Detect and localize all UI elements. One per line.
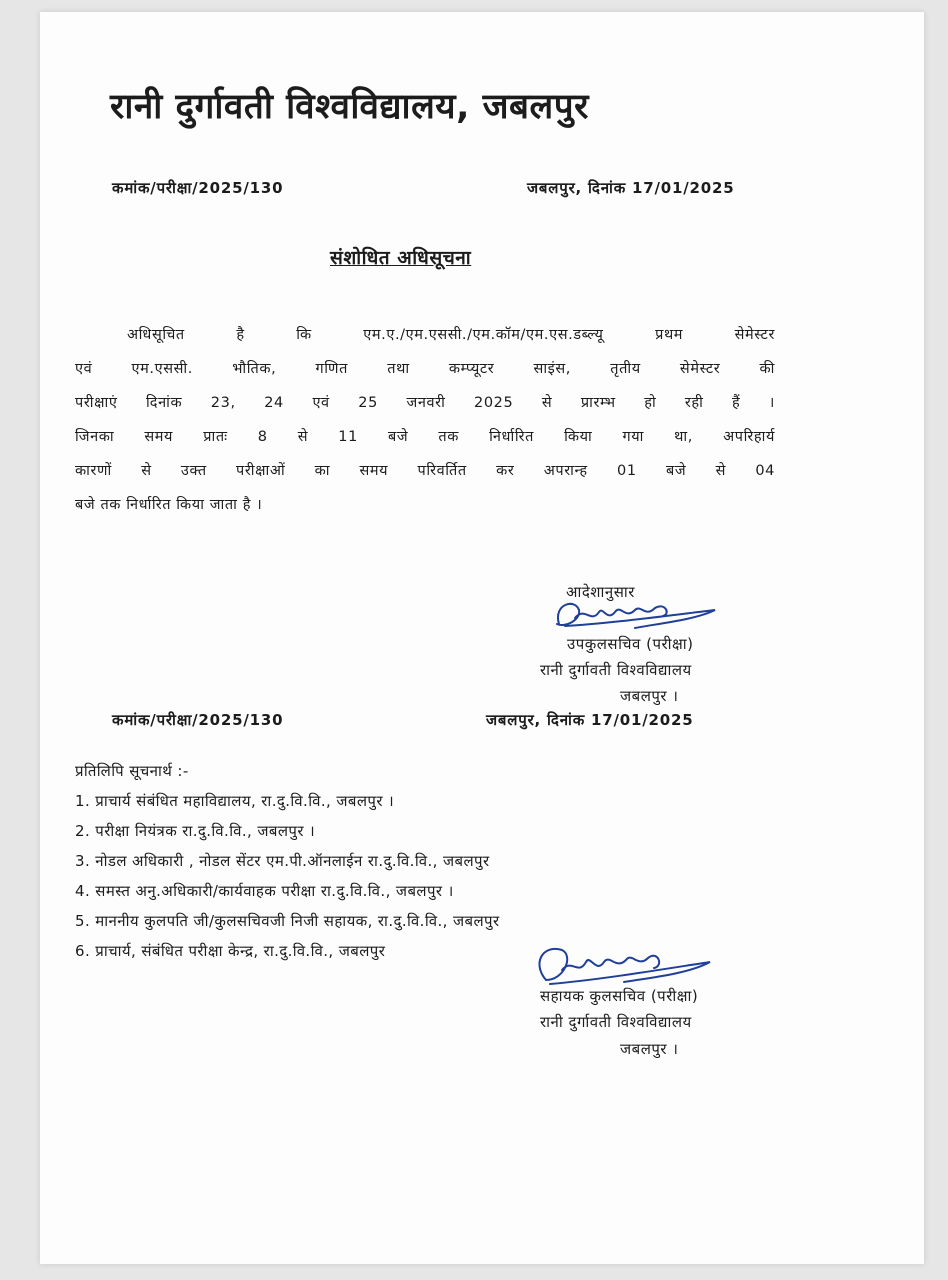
university-2: रानी दुर्गावती विश्वविद्यालय [540, 1013, 692, 1031]
reference-number: कमांक/परीक्षा/2025/130 [112, 179, 284, 197]
order-label: आदेशानुसार [566, 583, 635, 601]
copy-to-heading: प्रतिलिपि सूचनार्थ :- [75, 762, 189, 780]
university-title: रानी दुर्गावती विश्वविद्यालय, जबलपुर [110, 87, 589, 127]
reference-number-2: कमांक/परीक्षा/2025/130 [112, 711, 284, 729]
list-item: 3. नोडल अधिकारी , नोडल सेंटर एम.पी.ऑनलाईन रा.दु.वि.वि., जबलपुर [75, 852, 490, 870]
list-item: 5. माननीय कुलपति जी/कुलसचिवजी निजी सहायक, रा.दु.वि.वि., जबलपुर [75, 912, 500, 930]
notice-line: कारणों से उक्त परीक्षाओं का समय परिवर्तित कर अपरान्ह 01 बजे से 04 [75, 463, 775, 479]
notice-line: जिनका समय प्रातः 8 से 11 बजे तक निर्धारित किया गया था, अपरिहार्य [75, 429, 775, 445]
document-page [40, 12, 924, 1264]
copy-to-list [75, 756, 500, 966]
city-2: जबलपुर । [620, 1040, 679, 1058]
university-1: रानी दुर्गावती विश्वविद्यालय [540, 661, 692, 679]
place-date: जबलपुर, दिनांक 17/01/2025 [527, 179, 735, 197]
notice-heading: संशोधित अधिसूचना [330, 247, 472, 269]
notice-line: परीक्षाएं दिनांक 23, 24 एवं 25 जनवरी 2025 से प्रारम्भ हो रही हैं । [75, 395, 775, 411]
list-item: 2. परीक्षा नियंत्रक रा.दु.वि.वि., जबलपुर । [75, 822, 316, 840]
notice-line: एवं एम.एससी. भौतिक, गणित तथा कम्प्यूटर साइंस, तृतीय सेमेस्टर की [75, 361, 775, 377]
designation-1: उपकुलसचिव (परीक्षा) [567, 635, 694, 653]
list-item: 6. प्राचार्य, संबंधित परीक्षा केन्द्र, रा.दु.वि.वि., जबलपुर [75, 942, 386, 960]
list-item: 4. समस्त अनु.अधिकारी/कार्यवाहक परीक्षा रा.दु.वि.वि., जबलपुर । [75, 882, 454, 900]
list-item: 1. प्राचार्य संबंधित महाविद्यालय, रा.दु.वि.वि., जबलपुर । [75, 792, 395, 810]
designation-2: सहायक कुलसचिव (परीक्षा) [540, 987, 699, 1005]
city-1: जबलपुर । [620, 687, 679, 705]
notice-line: अधिसूचित है कि एम.ए./एम.एससी./एम.कॉम/एम.एस.डब्ल्यू प्रथम सेमेस्टर [127, 327, 775, 343]
notice-body [75, 318, 775, 522]
place-date-2: जबलपुर, दिनांक 17/01/2025 [486, 711, 694, 729]
notice-line: बजे तक निर्धारित किया जाता है । [75, 497, 263, 513]
